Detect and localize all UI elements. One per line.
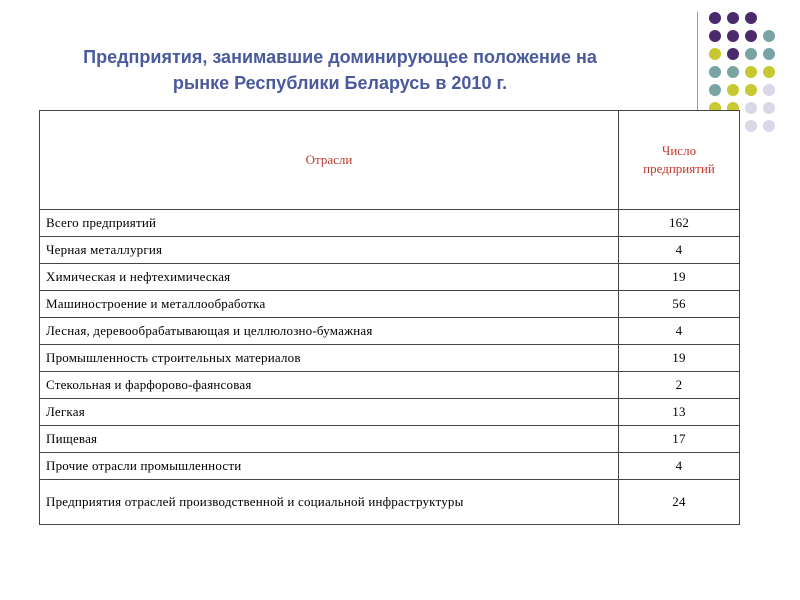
count-cell: 19 [619,264,740,291]
decor-dot [727,12,739,24]
decor-dot [745,12,757,24]
decor-dot [727,84,739,96]
count-cell: 4 [619,318,740,345]
count-header-line-2: предприятий [643,161,715,176]
count-cell: 17 [619,426,740,453]
decor-dot [763,84,775,96]
enterprises-table [39,110,740,525]
decor-dot [745,84,757,96]
decor-dot [745,48,757,60]
decor-dot [745,66,757,78]
count-cell: 13 [619,399,740,426]
decor-dot [763,120,775,132]
decor-dot [745,120,757,132]
table-header-row [40,111,740,210]
decor-dot [745,102,757,114]
slide-title-line-2: рынке Республики Беларусь в 2010 г. [172,73,508,93]
decor-dot [763,48,775,60]
decor-dot [709,66,721,78]
sector-cell: Всего предприятий [40,210,619,237]
table-row [40,372,740,399]
slide-title [40,44,640,96]
table-row [40,453,740,480]
decor-dot [763,66,775,78]
decor-dot [709,30,721,42]
sector-cell: Прочие отрасли промышленности [40,453,619,480]
decor-dot [727,30,739,42]
sector-cell: Пищевая [40,426,619,453]
sector-cell: Машиностроение и металлообработка [40,291,619,318]
sector-cell: Лесная, деревообрабатывающая и целлюлозно-бумажная [40,318,619,345]
table-row [40,480,740,525]
count-cell: 56 [619,291,740,318]
table-row [40,345,740,372]
count-cell: 4 [619,237,740,264]
count-column-header [619,111,740,210]
sector-cell: Стекольная и фарфорово-фаянсовая [40,372,619,399]
sector-cell: Легкая [40,399,619,426]
table-row [40,237,740,264]
table-row [40,291,740,318]
decor-dot [763,30,775,42]
decor-dot [763,102,775,114]
table-row [40,264,740,291]
decor-dot [727,48,739,60]
table-row [40,426,740,453]
decor-dot [709,48,721,60]
count-cell: 162 [619,210,740,237]
table-row [40,210,740,237]
count-cell: 19 [619,345,740,372]
count-header-line-1: Число [661,143,697,158]
decor-dot [727,66,739,78]
count-cell: 2 [619,372,740,399]
sector-cell: Черная металлургия [40,237,619,264]
slide-title-line-1: Предприятия, занимавшие доминирующее положение на [83,47,597,67]
table-row [40,399,740,426]
sector-column-header: Отрасли [40,111,619,210]
table-row [40,318,740,345]
count-cell: 4 [619,453,740,480]
sector-cell: Предприятия отраслей производственной и социальной инфраструктуры [40,480,619,525]
decor-dot [709,84,721,96]
decor-dot [709,12,721,24]
count-cell: 24 [619,480,740,525]
sector-cell: Промышленность строительных материалов [40,345,619,372]
decor-dot [745,30,757,42]
sector-cell: Химическая и нефтехимическая [40,264,619,291]
